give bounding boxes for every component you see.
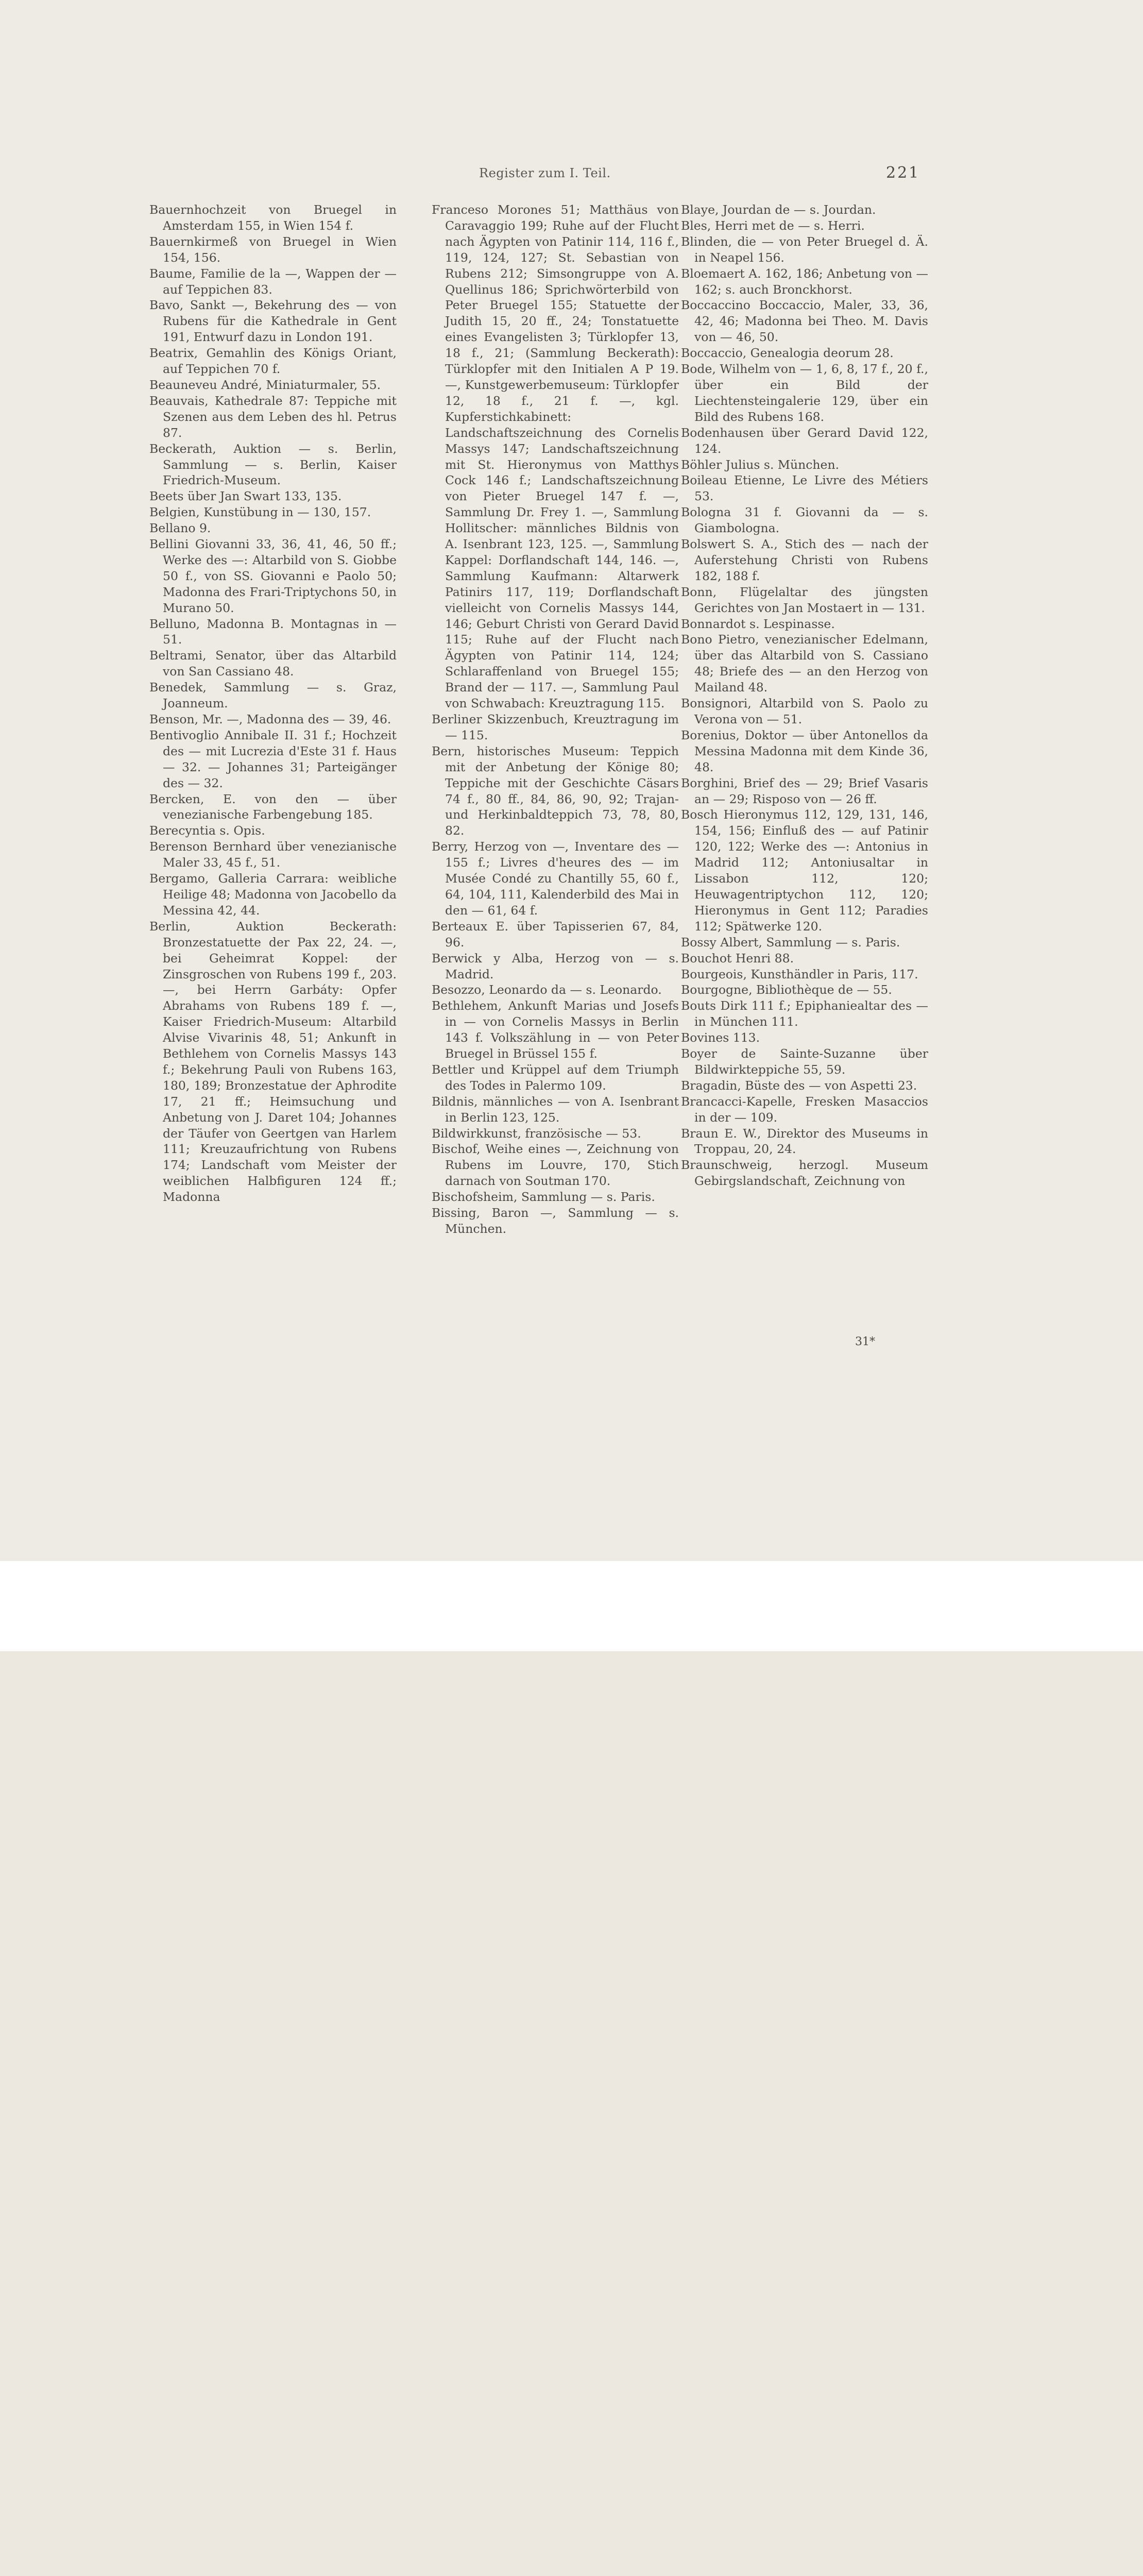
index-entry: Bissing, Baron —, Sammlung — s. München. (432, 1206, 679, 1236)
index-entry: Bentivoglio Annibale II. 31 f.; Hochzeit des — mit Lucrezia d'Este 31 f. Haus — 32. — Johannes 31; Parteigänger des — 32. (149, 727, 397, 790)
index-entry: Bergamo, Galleria Carrara: weibliche Heilige 48; Madonna von Jacobello da Messina 42, 44. (149, 871, 397, 918)
index-entry: Berecyntia s. Opis. (149, 823, 265, 838)
index-entry: Bonsignori, Altarbild von S. Paolo zu Verona von — 51. (681, 696, 928, 726)
page-number: 221 (886, 164, 920, 182)
index-entry: Bodenhausen über Gerard David 122, 124. (681, 425, 928, 456)
index-entry: Bolswert S. A., Stich des — nach der Auferstehung Christi von Rubens 182, 188 f. (681, 537, 928, 583)
index-entry: Benedek, Sammlung — s. Graz, Joanneum. (149, 680, 397, 711)
index-entry: Bischof, Weihe eines —, Zeichnung von Rubens im Louvre, 170, Stich darnach von Soutman 170. (432, 1142, 679, 1189)
index-entry: Bischofsheim, Sammlung — s. Paris. (432, 1190, 655, 1205)
index-entry: Bethlehem, Ankunft Marias und Josefs in — von Cornelis Massys in Berlin 143 f. Volkszählung in — von Peter Bruegel in Brüssel 155 f. (432, 998, 679, 1061)
index-entry: Besozzo, Leonardo da — s. Leonardo. (432, 982, 662, 997)
index-entry: Bosch Hieronymus 112, 129, 131, 146, 154, 156; Einfluß des — auf Patinir 120, 122; Werke des —: Antonius in Madrid 112; Antoniusaltar in Lissabon 112, 120; Heuwagentriptychon 112, 120; Hieronymus in Gent 112; Paradies 112; Spätwerke 120. (681, 807, 928, 934)
index-entry: Boyer de Sainte-Suzanne über Bildwirkteppiche 55, 59. (681, 1046, 928, 1077)
index-column-3 (681, 202, 928, 1189)
index-entry: Blaye, Jourdan de — s. Jourdan. (681, 202, 876, 217)
index-entry: Bovines 113. (681, 1030, 760, 1045)
index-entry: Franceso Morones 51; Matthäus von Caravaggio 199; Ruhe auf der Flucht nach Ägypten von Patinir 114, 116 f., 119, 124, 127; St. Sebastian von Rubens 212; Simsongruppe von A. Quellinus 186; Sprichwörterbild von Peter Bruegel 155; Statuette der Judith 15, 20 ff., 24; Tonstatuette eines Evangelisten 3; Türklopfer 13, 18 f., 21; (Sammlung Beckerath): Türklopfer mit den Initialen A P 19. —, Kunstgewerbemuseum: Türklopfer 12, 18 f., 21 f. —, kgl. Kupferstichkabinett: Landschaftszeichnung des Cornelis Massys 147; Landschaftszeichnung mit St. Hieronymus von Matthys Cock 146 f.; Landschaftszeichnung von Pieter Bruegel 147 f. —, Sammlung Dr. Frey 1. —, Sammlung Hollitscher: männliches Bildnis von A. Isenbrant 123, 125. —, Sammlung Kappel: Dorflandschaft 144, 146. —, Sammlung Kaufmann: Altarwerk Patinirs 117, 119; Dorflandschaft vielleicht von Cornelis Massys 144, 146; Geburt Christi von Gerard David 115; Ruhe auf der Flucht nach Ägypten von Patinir 114, 124; Schlaraffenland von Bruegel 155; Brand der — 117. —, Sammlung Paul von Schwabach: Kreuztragung 115. (432, 202, 679, 711)
index-entry: Bildnis, männliches — von A. Isenbrant in Berlin 123, 125. (432, 1094, 679, 1125)
index-entry: Bossy Albert, Sammlung — s. Paris. (681, 935, 900, 950)
index-entry: Böhler Julius s. München. (681, 457, 840, 472)
footer-bar (0, 1561, 1143, 1651)
index-entry: Berenson Bernhard über venezianische Maler 33, 45 f., 51. (149, 839, 397, 870)
index-entry: Bode, Wilhelm von — 1, 6, 8, 17 f., 20 f., über ein Bild der Liechtensteingalerie 129, über ein Bild des Rubens 168. (681, 362, 928, 424)
index-entry: Braun E. W., Direktor des Museums in Troppau, 20, 24. (681, 1126, 928, 1157)
index-entry: Boileau Etienne, Le Livre des Métiers 53. (681, 473, 928, 504)
index-entry: Baume, Familie de la —, Wappen der — auf Teppichen 83. (149, 266, 397, 297)
index-entry: Beatrix, Gemahlin des Königs Oriant, auf Teppichen 70 f. (149, 346, 397, 377)
running-head: Register zum I. Teil. (479, 166, 611, 180)
index-entry: Boccaccino Boccaccio, Maler, 33, 36, 42, 46; Madonna bei Theo. M. Davis von — 46, 50. (681, 298, 928, 345)
index-entry: Bern, historisches Museum: Teppich mit der Anbetung der Könige 80; Teppiche mit der Geschichte Cäsars 74 f., 80 ff., 84, 86, 90, 92; Trajan- und Herkinbaldteppich 73, 78, 80, 82. (432, 743, 679, 838)
index-entry: Bouchot Henri 88. (681, 951, 794, 965)
index-entry: Bellano 9. (149, 521, 211, 536)
index-entry: Belgien, Kunstübung in — 130, 157. (149, 505, 371, 520)
index-entry: Bles, Herri met de — s. Herri. (681, 218, 865, 233)
index-column-2 (432, 202, 679, 1237)
index-entry: Bonn, Flügelaltar des jüngsten Gerichtes von Jan Mostaert in — 131. (681, 584, 928, 615)
index-entry: Bavo, Sankt —, Bekehrung des — von Rubens für die Kathedrale in Gent 191, Entwurf dazu in London 191. (149, 298, 397, 345)
index-entry: Beauvais, Kathedrale 87: Teppiche mit Szenen aus dem Leben des hl. Petrus 87. (149, 393, 397, 440)
index-entry: Beckerath, Auktion — s. Berlin, Sammlung — s. Berlin, Kaiser Friedrich-Museum. (149, 441, 397, 488)
index-entry: Benson, Mr. —, Madonna des — 39, 46. (149, 712, 391, 726)
index-entry: Belluno, Madonna B. Montagnas in — 51. (149, 616, 397, 647)
index-entry: Berry, Herzog von —, Inventare des — 155 f.; Livres d'heures des — im Musée Condé zu Chantilly 55, 60 f., 64, 104, 111, Kalenderbild des Mai in den — 61, 64 f. (432, 839, 679, 918)
index-entry: Berwick y Alba, Herzog von — s. Madrid. (432, 951, 679, 981)
index-entry: Bourgogne, Bibliothèque de — 55. (681, 982, 892, 997)
index-entry: Bourgeois, Kunsthändler in Paris, 117. (681, 967, 918, 981)
index-entry: Beltrami, Senator, über das Altarbild von San Cassiano 48. (149, 648, 397, 679)
index-entry: Berliner Skizzenbuch, Kreuztragung im — 115. (432, 712, 679, 742)
index-entry: Bragadin, Büste des — von Aspetti 23. (681, 1078, 917, 1093)
index-entry: Boccaccio, Genealogia deorum 28. (681, 346, 894, 361)
index-entry: Bouts Dirk 111 f.; Epiphaniealtar des — in München 111. (681, 998, 928, 1029)
index-entry: Braunschweig, herzogl. Museum Gebirgslandschaft, Zeichnung von (681, 1158, 928, 1189)
index-entry: Bauernhochzeit von Bruegel in Amsterdam 155, in Wien 154 f. (149, 202, 397, 233)
index-entry: Berlin, Auktion Beckerath: Bronzestatuette der Pax 22, 24. —, bei Geheimrat Koppel: der Zinsgroschen von Rubens 199 f., 203. —, bei Herrn Garbáty: Opfer Abrahams von Rubens 189 f. —, Kaiser Friedrich-Museum: Altarbild Alvise Vivarinis 48, 51; Ankunft in Bethlehem von Cornelis Massys 143 f.; Bekehrung Pauli von Rubens 163, 180, 189; Bronzestatue der Aphrodite 17, 21 ff.; Heimsuchung und Anbetung von J. Daret 104; Johannes der Täufer von Geertgen van Harlem 111; Kreuzaufrichtung von Rubens 174; Landschaft vom Meister der weiblichen Halbfiguren 124 ff.; Madonna (149, 919, 397, 1205)
index-entry: Bonnardot s. Lespinasse. (681, 616, 835, 631)
index-entry: Blinden, die — von Peter Bruegel d. Ä. in Neapel 156. (681, 234, 928, 265)
index-entry: Bercken, E. von den — über venezianische Farbengebung 185. (149, 791, 397, 822)
index-entry: Borghini, Brief des — 29; Brief Vasaris an — 29; Risposo von — 26 ff. (681, 775, 928, 806)
index-entry: Bono Pietro, venezianischer Edelmann, über das Altarbild von S. Cassiano 48; Briefe des — an den Herzog von Mailand 48. (681, 632, 928, 695)
index-entry: Beauneveu André, Miniaturmaler, 55. (149, 377, 381, 392)
index-entry: Bildwirkkunst, französische — 53. (432, 1126, 641, 1141)
index-entry: Bellini Giovanni 33, 36, 41, 46, 50 ff.; Werke des —: Altarbild von S. Giobbe 50 f., von SS. Giovanni e Paolo 50; Madonna des Frari-Triptychons 50, in Murano 50. (149, 537, 397, 615)
index-entry: Berteaux E. über Tapisserien 67, 84, 96. (432, 919, 679, 950)
signature-mark: 31* (855, 1335, 875, 1348)
index-entry: Bettler und Krüppel auf dem Triumph des Todes in Palermo 109. (432, 1062, 679, 1093)
index-entry: Borenius, Doktor — über Antonellos da Messina Madonna mit dem Kinde 36, 48. (681, 727, 928, 774)
index-entry: Brancacci-Kapelle, Fresken Masaccios in der — 109. (681, 1094, 928, 1125)
index-entry: Bloemaert A. 162, 186; Anbetung von — 162; s. auch Bronckhorst. (681, 266, 928, 297)
index-entry: Bologna 31 f. Giovanni da — s. Giambologna. (681, 505, 928, 536)
index-column-1 (149, 202, 397, 1205)
index-entry: Beets über Jan Swart 133, 135. (149, 489, 342, 504)
index-entry: Bauernkirmeß von Bruegel in Wien 154, 156. (149, 234, 397, 265)
